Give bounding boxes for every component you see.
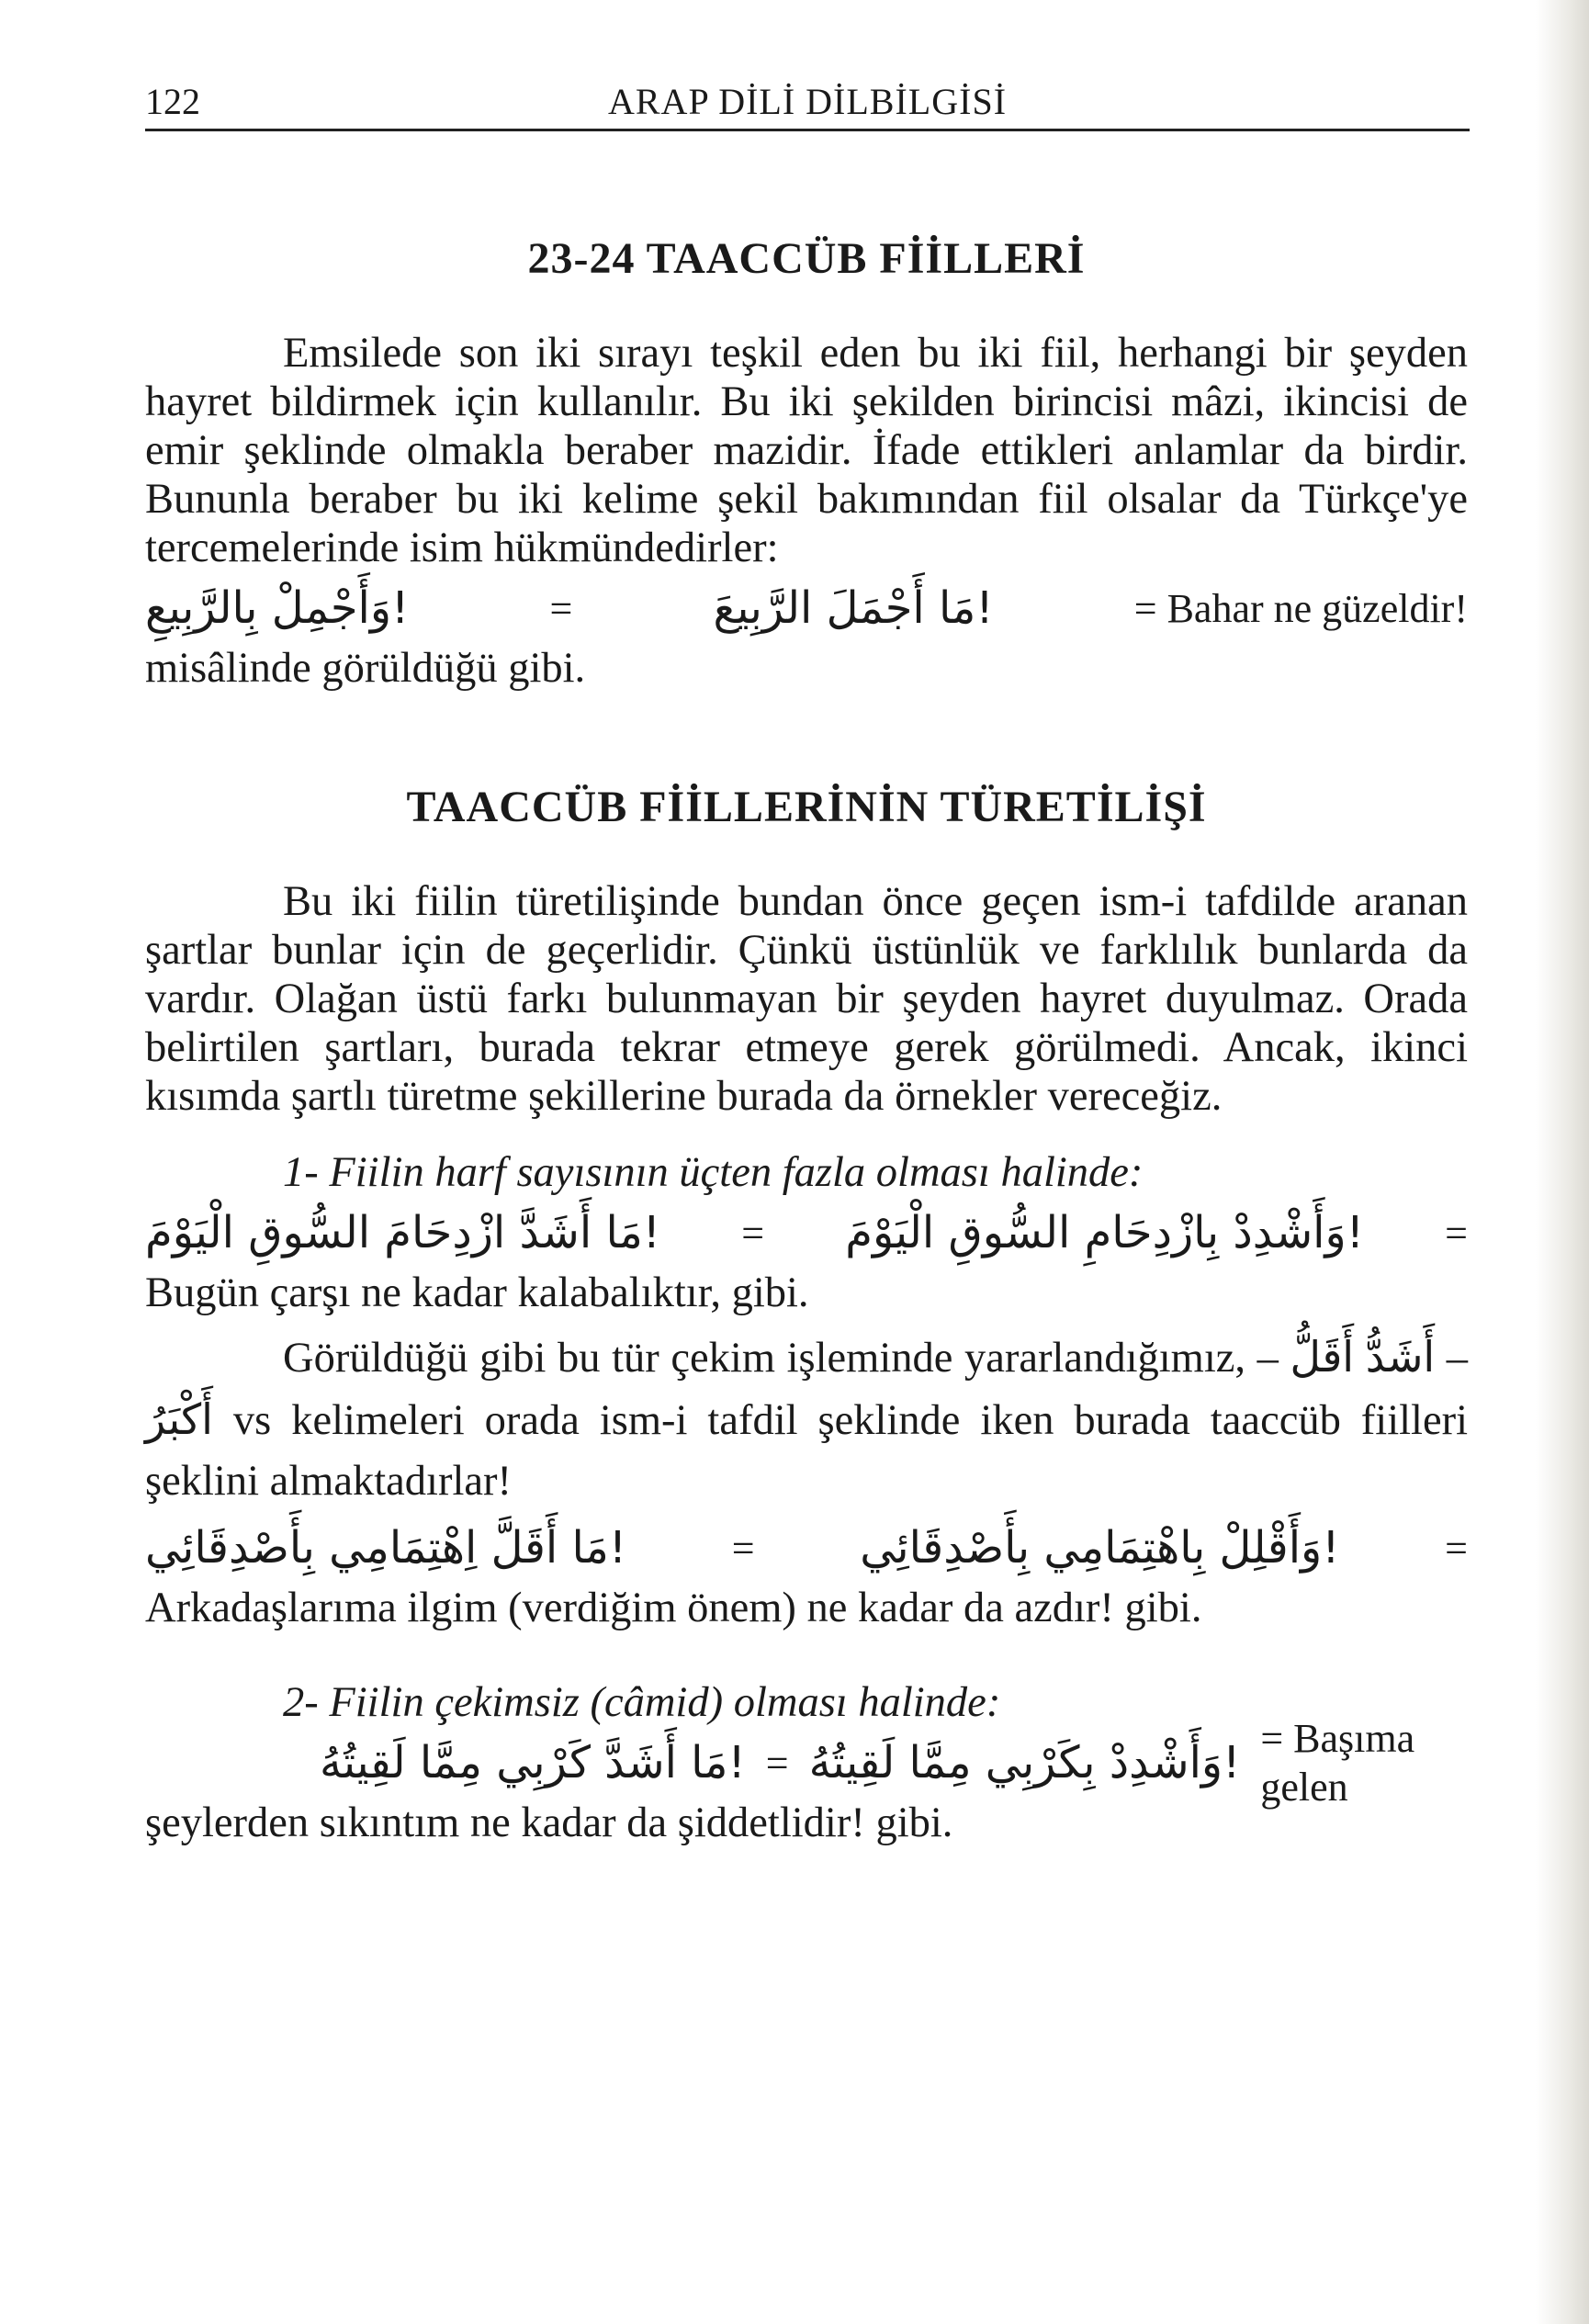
equals-sign: = <box>765 1740 789 1786</box>
arabic-mazi-form: !مَا أَشَدَّ ازْدِحَامَ السُّوقِ الْيَوْمَ <box>145 1206 661 1258</box>
note-text-middle: vs kelimeleri orada ism-i tafdil şeklinde iken burada <box>232 1397 1190 1444</box>
arabic-word-akbar: أَكْبَرُ <box>145 1394 213 1444</box>
example-carsi <box>145 1197 1468 1269</box>
example-arkadaslar <box>145 1512 1468 1584</box>
page-number: 122 <box>145 81 200 122</box>
section-title-turetilisi: TAACCÜB FİİLLERİNİN TÜRETİLİŞİ <box>406 783 1207 831</box>
case1-translation: Bugün çarşı ne kadar kalabalıktır, gibi. <box>145 1269 809 1316</box>
arabic-word-ashadd: أَشَدُّ <box>1365 1332 1436 1382</box>
arabic-mazi-form: !مَا أَقَلَّ اِهْتِمَامِي بِأَصْدِقَائِي <box>145 1521 627 1574</box>
arabic-mazi-form: !مَا أَشَدَّ كَرْبِي مِمَّا لَقِيتُهُ <box>320 1736 746 1788</box>
arabic-emir-form: !وَأَقْلِلْ بِاهْتِمَامِي بِأَصْدِقَائِي <box>860 1521 1340 1574</box>
example-translation: = Başıma gelen <box>1260 1716 1415 1810</box>
equals-sign: = <box>549 585 573 631</box>
running-title: ARAP DİLİ DİLBİLGİSİ <box>607 81 1008 122</box>
case1-translation2: Arkadaşlarıma ilgim (verdiğim önem) ne kadar da azdır! gibi. <box>145 1585 1202 1631</box>
case2-heading: 2- Fiilin çekimsiz (câmid) olması halinde: <box>283 1679 1001 1726</box>
arabic-emir-form: !وَأَشْدِدْ بِازْدِحَامِ السُّوقِ الْيَوْمَ <box>845 1206 1364 1258</box>
case1-heading: 1- Fiilin harf sayısının üçten fazla olması halinde: <box>283 1149 1144 1196</box>
equals-sign: = <box>1445 1525 1468 1571</box>
note-text-end: taaccüb fiilleri şeklini almaktadırlar! <box>145 1397 1469 1505</box>
note-text-start: Görüldüğü gibi bu tür çekim işleminde yararlandığımız, <box>283 1335 1246 1382</box>
example-sikinti <box>145 1716 1468 1810</box>
section2-paragraph: Bu iki fiilin türetilişinde bundan önce geçen ism-i tafdilde aranan şartlar bunlar için de geçerlidir. Çünkü üstünlük ve farklılık bunlarda da vardır. Olağan üstü farkı bulunmayan bir şeyden hayret duyulmaz. Orada belirtilen şartları, burada tekrar etmeye gerek görülmedi. Ancak, ikinci kısımda şartlı türetme şekillerine burada da örnekler vereceğiz. <box>145 878 1468 1120</box>
equals-sign: = <box>1445 1210 1468 1256</box>
arabic-word-aqall: أَقَلُّ <box>1290 1332 1355 1382</box>
arabic-mazi-form: !مَا أَجْمَلَ الرَّبِيعَ <box>713 581 994 634</box>
section-title-taaccub-fiilleri: 23-24 TAACCÜB FİİLLERİ <box>527 234 1086 283</box>
dash: – <box>1257 1335 1279 1382</box>
arabic-emir-form: !وَأَشْدِدْ بِكَرْبِي مِمَّا لَقِيتُهُ <box>808 1736 1241 1788</box>
arabic-emir-form: !وَأَجْمِلْ بِالرَّبِيعِ <box>145 581 410 634</box>
example-bahar <box>145 572 1468 644</box>
after-example-text: misâlinde görüldüğü gibi. <box>145 645 586 692</box>
equals-sign: = <box>731 1525 755 1571</box>
case1-note <box>145 1326 1468 1512</box>
dash: – <box>1446 1335 1469 1382</box>
case2-translation-end: şeylerden sıkıntım ne kadar da şiddetlidir! gibi. <box>145 1799 953 1846</box>
page-content <box>145 234 1468 1847</box>
section1-paragraph: Emsilede son iki sırayı teşkil eden bu iki fiil, herhangi bir şeyden hayret bildirmek için kullanılır. Bu iki şekilden birincisi mâzi, ikincisi de emir şeklinde olmakla beraber mazidir. İfade ettikleri anlamlar da birdir. Bununla beraber bu iki kelime şekil bakımından fiil olsalar da Türkçe'ye tercemelerinde isim hükmündedirler: <box>145 330 1468 571</box>
equals-sign: = <box>741 1210 765 1256</box>
page-edge <box>1536 0 1589 2324</box>
example-translation: = Bahar ne güzeldir! <box>1133 585 1468 631</box>
page-header <box>145 64 1470 131</box>
